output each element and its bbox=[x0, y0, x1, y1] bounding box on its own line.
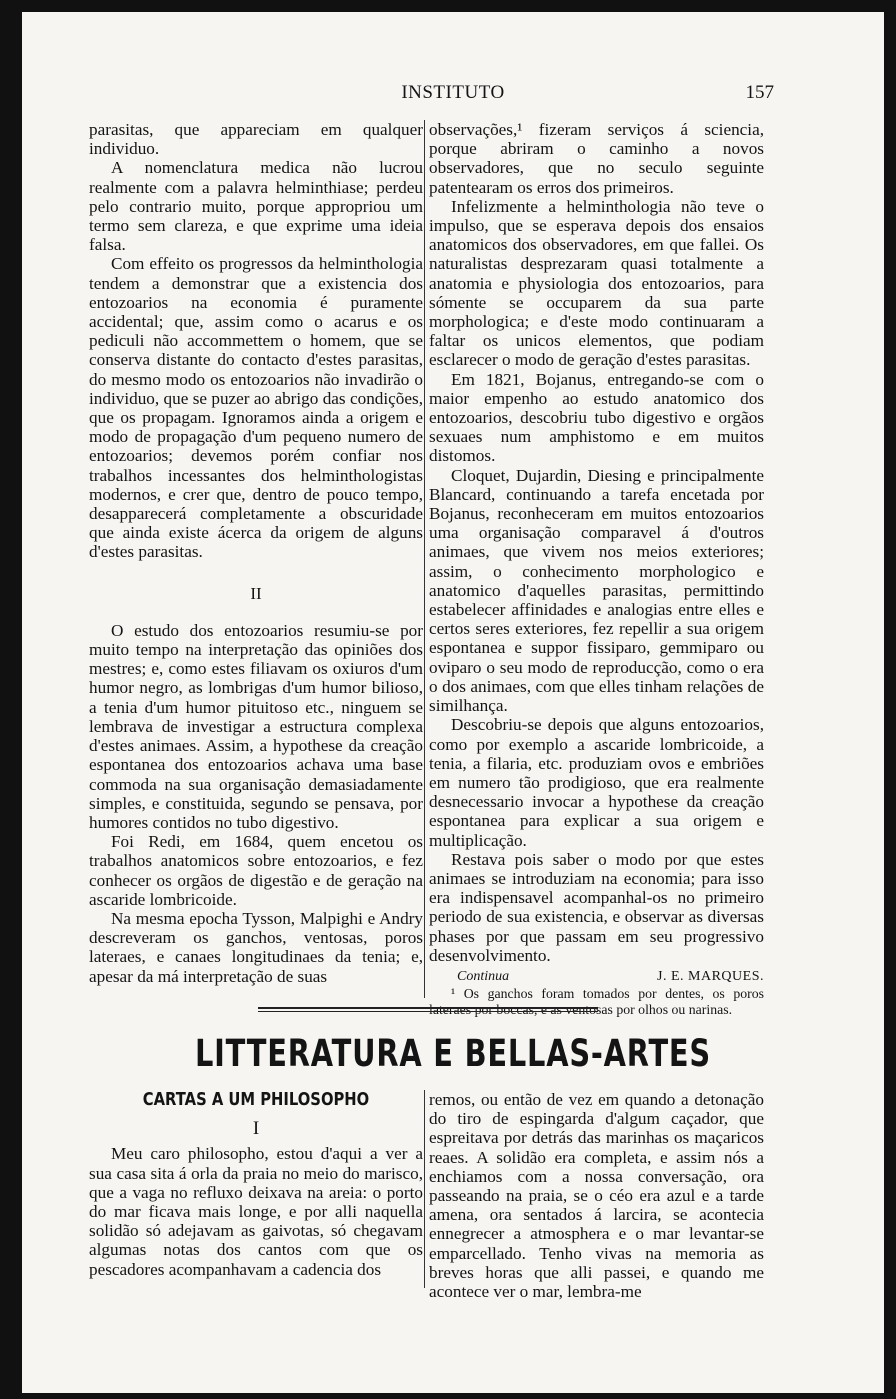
newspaper-page bbox=[22, 12, 884, 1393]
footnote: ¹ Os ganchos foram tomados por dentes, os poros lateraes por boccas, e as ventosas por olhos ou narinas. bbox=[429, 986, 764, 1018]
paragraph: Meu caro philosopho, estou d'aqui a ver a sua casa sita á orla da praia no meio do marisco, que a vaga no refluxo deixava na areia: o porto do mar ficava mais longe, e por alli naquella solidão só adejavam as gaivotas, só chegavam algumas notas dos cantos com que os pescadores acompanhavam a cadencia dos bbox=[89, 1144, 423, 1279]
article-part-number: I bbox=[252, 1118, 260, 1140]
paragraph: Na mesma epocha Tysson, Malpighi e Andry descreveram os ganchos, ventosas, poros lateraes, e canaes longitudinaes da tenia; e, apesar da má interpretação de suas bbox=[89, 908, 423, 986]
signature-line bbox=[429, 967, 764, 986]
column-rule bbox=[424, 120, 425, 998]
paragraph: parasitas, que appareciam em qualquer individuo. bbox=[89, 120, 423, 159]
section-heading: LITTERATURA E BELLAS-ARTES bbox=[194, 1032, 711, 1075]
paragraph: Restava pois saber o modo por que estes animaes se introduziam na economia; para isso era indispensavel acompanhal-os no primeiro periodo de sua existencia, e observar as diversas phases por que passam em seu progressivo desenvolvimento. bbox=[429, 849, 764, 965]
paragraph: Com effeito os progressos da helminthologia tendem a demonstrar que a existencia dos entozoarios na economia é puramente accidental; que, assim como o acarus e os pediculi não accommettem o homem, que se conserva distante do contacto d'estes parasitas, do mesmo modo os entozoarios não invadirão o individuo, que se puzer ao abrigo das condições, que os propagam. Ignoramos ainda a origem e modo de propagação d'um pequeno numero de entozoarios; devemos porém confiar nos trabalhos incessantes dos helminthologistas modernos, e crer que, dentro de pouco tempo, desapparecerá completamente a obscuridade que ainda existe ácerca da origem de alguns d'estes parasitas. bbox=[89, 254, 423, 562]
paragraph: Infelizmente a helminthologia não teve o impulso, que se esperava depois dos ensaios anatomicos dos observadores, em que fallei. Os naturalistas desprezaram quasi totalmente a anatomia e physiologia dos entozoarios, para sómente se occuparem da sua parte morphologica; e d'este modo continuaram a faltar os unicos elementos, que podiam esclarecer o modo de geração d'estes parasitas. bbox=[429, 196, 764, 370]
section-number: II bbox=[250, 583, 262, 603]
column-rule bbox=[424, 1090, 425, 1288]
article-title: CARTAS A UM PHILOSOPHO bbox=[142, 1089, 370, 1110]
running-title: INSTITUTO bbox=[401, 82, 505, 103]
author-signature: J. E. MARQUES. bbox=[657, 968, 764, 984]
paragraph: Em 1821, Bojanus, entregando-se com o maior empenho ao estudo anatomico dos entozoarios, descobriu tubo digestivo e orgãos sexuaes num amphistomo e em muitos distomos. bbox=[429, 369, 764, 466]
page-number: 157 bbox=[745, 82, 774, 103]
left-column bbox=[89, 120, 423, 986]
article-right-column bbox=[429, 1090, 764, 1301]
paragraph: Foi Redi, em 1684, quem encetou os trabalhos anatomicos sobre entozoarios, e fez conhecer os orgãos de digestão e de geração na ascaride lombricoide. bbox=[89, 832, 423, 909]
right-column bbox=[429, 120, 764, 1018]
page-header bbox=[22, 80, 884, 110]
paragraph: A nomenclatura medica não lucrou realmente com a palavra helminthiase; perdeu pelo contrario muito, porque appropriou um termo sem clareza, e que exprime uma ideia falsa. bbox=[89, 158, 423, 255]
continua-label: Continua bbox=[457, 968, 510, 984]
paragraph: observações,¹ fizeram serviços á sciencia, porque abriram o caminho a novos observadores, que no seculo seguinte patentearam os erros dos primeiros. bbox=[429, 120, 764, 197]
paragraph: Descobriu-se depois que alguns entozoarios, como por exemplo a ascaride lombricoide, a tenia, a filaria, etc. produziam ovos e embriões em numero tão prodigioso, que era realmente desnecessario invocar a hypothese da creação espontanea para explicar a sua origem e multiplicação. bbox=[429, 715, 764, 850]
paragraph: remos, ou então de vez em quando a detonação do tiro de espingarda d'algum caçador, que espreitava por detrás das marinhas os maçaricos reaes. A solidão era completa, e assim nós a enchiamos com a nossa conversação, ora passeando na praia, se o céo era azul e a tarde amena, ora sentados á larcira, se acontecia ennegrecer a atmosphera e o mar levantar-se emparcellado. Tenho vivas na memoria as breves horas que alli passei, e quando me acontece ver o mar, lembra-me bbox=[429, 1090, 764, 1302]
article-left-column bbox=[89, 1090, 423, 1279]
section-divider bbox=[258, 1007, 598, 1012]
paragraph: O estudo dos entozoarios resumiu-se por muito tempo na interpretação das opiniões dos mestres; e, como estes filiavam os oxiuros d'um humor negro, as lombrigas d'um humor bilioso, a tenia d'um humor pituitoso etc., ninguem se lembrava de investigar a estructura complexa d'estes animaes. Assim, a hypothese da creação espontanea dos entozoarios achava uma base commoda na sua organisação demasiadamente simples, e constituida, segundo se pensava, por humores contidos no tubo digestivo. bbox=[89, 620, 423, 832]
paragraph: Cloquet, Dujardin, Diesing e principalmente Blancard, continuando a tarefa encetada por Bojanus, reconheceram em muitos entozoarios uma organisação comparavel á d'outros animaes, que vivem nos meios exteriores; assim, o conhecimento morphologico e anatomico d'aquelles parasitas, permittindo estabelecer affinidades e analogias entre elles e certos seres exteriores, fez repellir a sua origem espontanea e suppor fissiparo, gemmiparo ou oviparo o seu modo de reproducção, como o era o dos animaes, com que elles tinham relações de similhança. bbox=[429, 465, 764, 716]
